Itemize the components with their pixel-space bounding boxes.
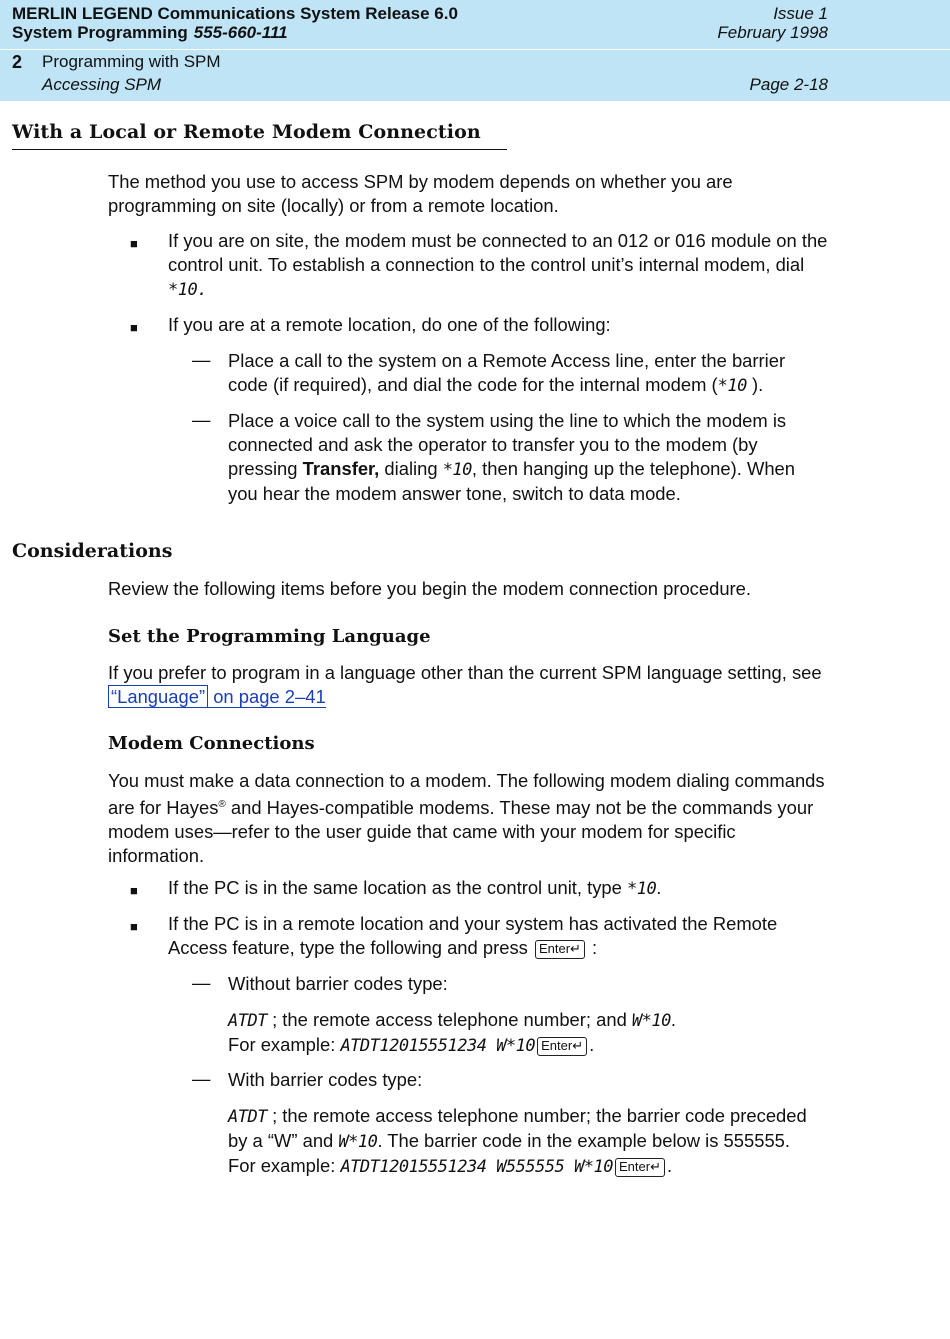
modem-code: *10 — [442, 460, 472, 480]
dash-remote-access-end: ). — [746, 374, 764, 395]
dash-voice-call-text3: , then hanging up the telephone). When you hear the modem answer tone, switch to data mode. — [228, 458, 796, 504]
without-barrier-text: ; the remote access telephone number; and — [266, 1009, 632, 1030]
bullet-remote-location-text: If the PC is in a remote location and your system has activated the Remote Access feature, type the following and press — [168, 913, 778, 958]
header-divider — [0, 49, 950, 50]
modem-paragraph-text: You must make a data connection to a modem. The following modem dialing commands are for Hayes — [108, 770, 825, 819]
without-barrier-instructions — [228, 1008, 828, 1058]
modem-code: *10 — [717, 376, 747, 396]
chapter-title: Programming with SPM — [42, 52, 221, 71]
bullet-on-site-text: If you are on site, the modem must be connected to an 012 or 016 module on the control unit. To establish a connection to the control unit’s internal modem, dial — [168, 230, 828, 275]
return-arrow-icon: ↵ — [570, 940, 581, 956]
example-end: . — [589, 1034, 595, 1055]
modem-paragraph-text3: refer to the user guide that came with your modem for specific information. — [108, 821, 736, 867]
em-dash: — — [213, 821, 232, 843]
dash-icon: — — [192, 1068, 211, 1089]
section-title: Accessing SPM — [42, 75, 162, 94]
without-barrier-end: . — [670, 1009, 676, 1030]
chapter-number: 2 — [12, 52, 23, 72]
with-barrier-text: ; the remote access telephone number; the barrier code preceded by a “W” and — [228, 1105, 807, 1151]
modem-paragraph-text2: and Hayes-compatible modems. These may not be the commands your modem uses — [108, 797, 814, 843]
section-heading-modem-connection: With a Local or Remote Modem Connection — [12, 121, 507, 150]
example-label: For example: — [228, 1155, 341, 1176]
example-label: For example: — [228, 1034, 341, 1055]
dash-voice-call — [228, 409, 828, 506]
intro-paragraph: The method you use to access SPM by modem depends on whether you are programming on site (locally) or from a remote location. — [108, 171, 733, 216]
modem-paragraph — [108, 769, 828, 868]
w10-code: W*10 — [631, 1011, 671, 1031]
doc-subtitle-line — [12, 23, 288, 43]
dash-remote-access — [228, 349, 828, 398]
atdt-code: ATDT — [228, 1107, 267, 1127]
dash-icon: — — [192, 349, 211, 370]
enter-key-label: Enter — [541, 1037, 573, 1053]
enter-key-label: Enter — [538, 940, 571, 956]
dial-code: *10. — [168, 280, 207, 300]
section-heading-considerations: Considerations — [12, 540, 173, 562]
subheading-modem-connections: Modem Connections — [108, 733, 315, 754]
enter-key-icon — [537, 1037, 587, 1056]
bullet-on-site — [168, 229, 828, 302]
return-arrow-icon: ↵ — [572, 1037, 584, 1053]
subheading-language: Set the Programming Language — [108, 626, 431, 647]
transfer-button-label: Transfer, — [302, 458, 380, 479]
dash-with-barrier: With barrier codes type: — [228, 1069, 423, 1090]
page-number: Page 2-18 — [749, 75, 828, 94]
enter-key-label: Enter — [619, 1158, 651, 1174]
example-code: ATDT12015551234 W555555 W*10 — [340, 1157, 614, 1177]
bullet-same-location-text: If the PC is in the same location as the control unit, type — [168, 877, 627, 898]
dash-icon: — — [192, 409, 211, 430]
bullet-icon: ■ — [130, 919, 138, 934]
doc-title: MERLIN LEGEND Communications System Release 6.0 — [12, 4, 458, 23]
w10-code: W*10 — [338, 1132, 378, 1152]
bullet-same-location-end: . — [656, 877, 662, 898]
enter-key-icon — [615, 1158, 665, 1177]
language-paragraph — [108, 661, 828, 709]
dash-without-barrier: Without barrier codes type: — [228, 973, 448, 994]
issue-date: February 1998 — [717, 23, 828, 42]
example-code: ATDT12015551234 W*10 — [340, 1036, 536, 1056]
dash-voice-call-text: Place a voice call to the system using the line to which the modem is connected and ask the operator to transfer you to the modem (by pressing — [228, 410, 787, 479]
language-link[interactable] — [108, 686, 326, 708]
page-header — [0, 0, 950, 101]
dash-remote-access-text: Place a call to the system on a Remote Access line, enter the barrier code (if required), and dial the code for the internal modem ( — [228, 350, 786, 395]
bullet-remote-location — [168, 912, 828, 960]
dash-icon: — — [192, 972, 211, 993]
bullet-same-location — [168, 876, 828, 901]
example-end: . — [667, 1155, 673, 1176]
with-barrier-instructions — [228, 1104, 828, 1179]
bullet-icon: ■ — [130, 236, 138, 251]
atdt-code: ATDT — [228, 1011, 267, 1031]
bullet-icon: ■ — [130, 320, 138, 335]
language-link-title[interactable]: “Language” — [108, 685, 208, 708]
registered-mark: ® — [218, 799, 226, 810]
bullet-icon: ■ — [130, 883, 138, 898]
language-link-page[interactable]: on page 2–41 — [208, 686, 326, 707]
enter-key-icon — [535, 940, 585, 959]
bullet-remote: If you are at a remote location, do one of the following: — [168, 314, 611, 335]
modem-code: *10 — [627, 879, 657, 899]
doc-number: 555-660-111 — [193, 23, 288, 42]
return-arrow-icon: ↵ — [650, 1158, 661, 1174]
dash-voice-call-text2: dialing — [379, 458, 443, 479]
doc-subtitle: System Programming — [12, 23, 188, 42]
considerations-intro: Review the following items before you begin the modem connection procedure. — [108, 578, 752, 599]
issue-label: Issue 1 — [773, 4, 828, 23]
language-paragraph-text: If you prefer to program in a language other than the current SPM language setting, see — [108, 662, 822, 683]
bullet-remote-location-end: : — [586, 937, 598, 958]
with-barrier-text2: . The barrier code in the example below is 555555. — [377, 1130, 791, 1151]
